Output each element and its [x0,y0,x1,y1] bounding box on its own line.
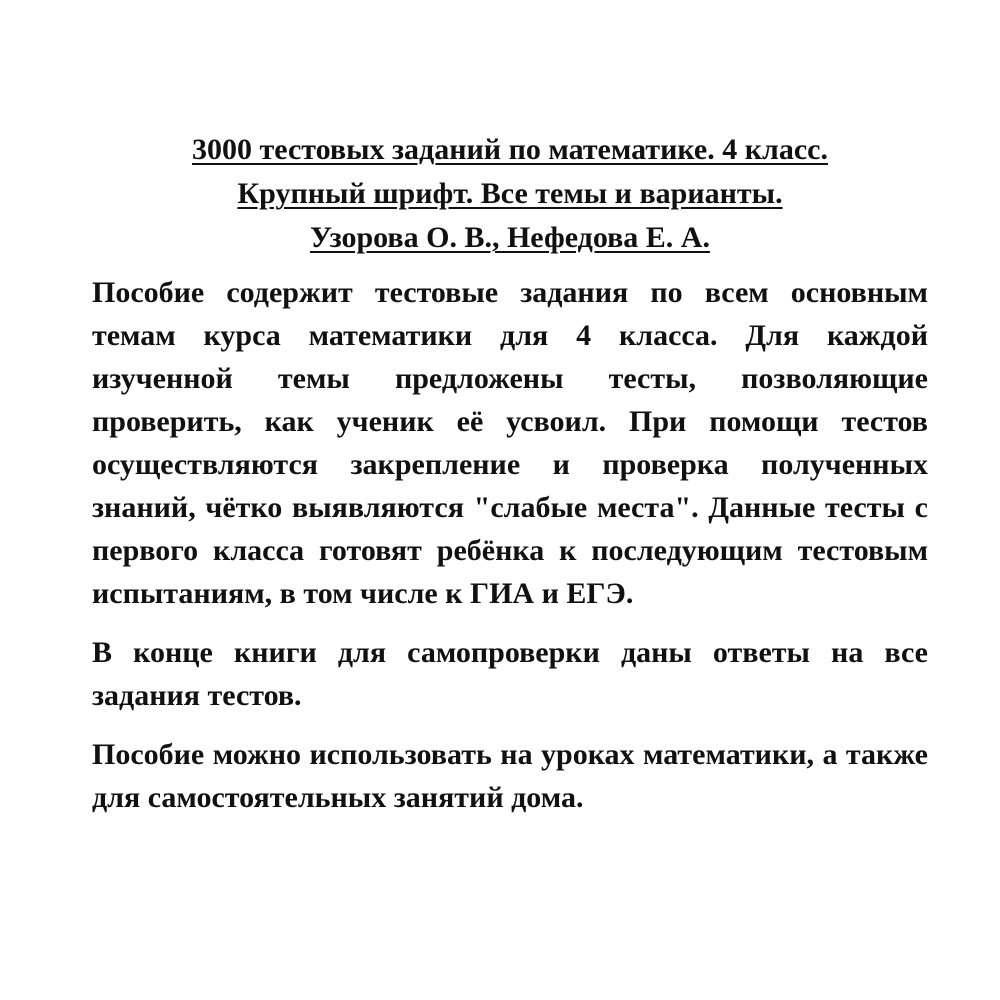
book-description [92,128,928,819]
book-title-block [92,128,928,260]
description-paragraph-1: Пособие содержит тестовые задания по всем основным темам курса математики для 4 класса. Для каждой изученной темы предложены тесты, позволяющие проверить, как ученик её усвоил. При помощи тестов осуществляются закрепление и проверка полученных знаний, чётко выявляются "слабые места". Данные тесты с первого класса готовят ребёнка к последующим тестовым испытаниям, в том числе к ГИА и ЕГЭ. [92,276,928,610]
description-paragraph-3: Пособие можно использовать на уроках математики, а также для самостоятельных занятий дома. [92,738,928,814]
title-line-1: 3000 тестовых заданий по математике. 4 класс. [192,133,828,166]
description-paragraph-2: В конце книги для самопроверки даны ответы на все задания тестов. [92,636,928,712]
title-authors: Узорова О. В., Нефедова Е. А. [310,221,710,254]
title-line-2: Крупный шрифт. Все темы и варианты. [237,177,783,210]
